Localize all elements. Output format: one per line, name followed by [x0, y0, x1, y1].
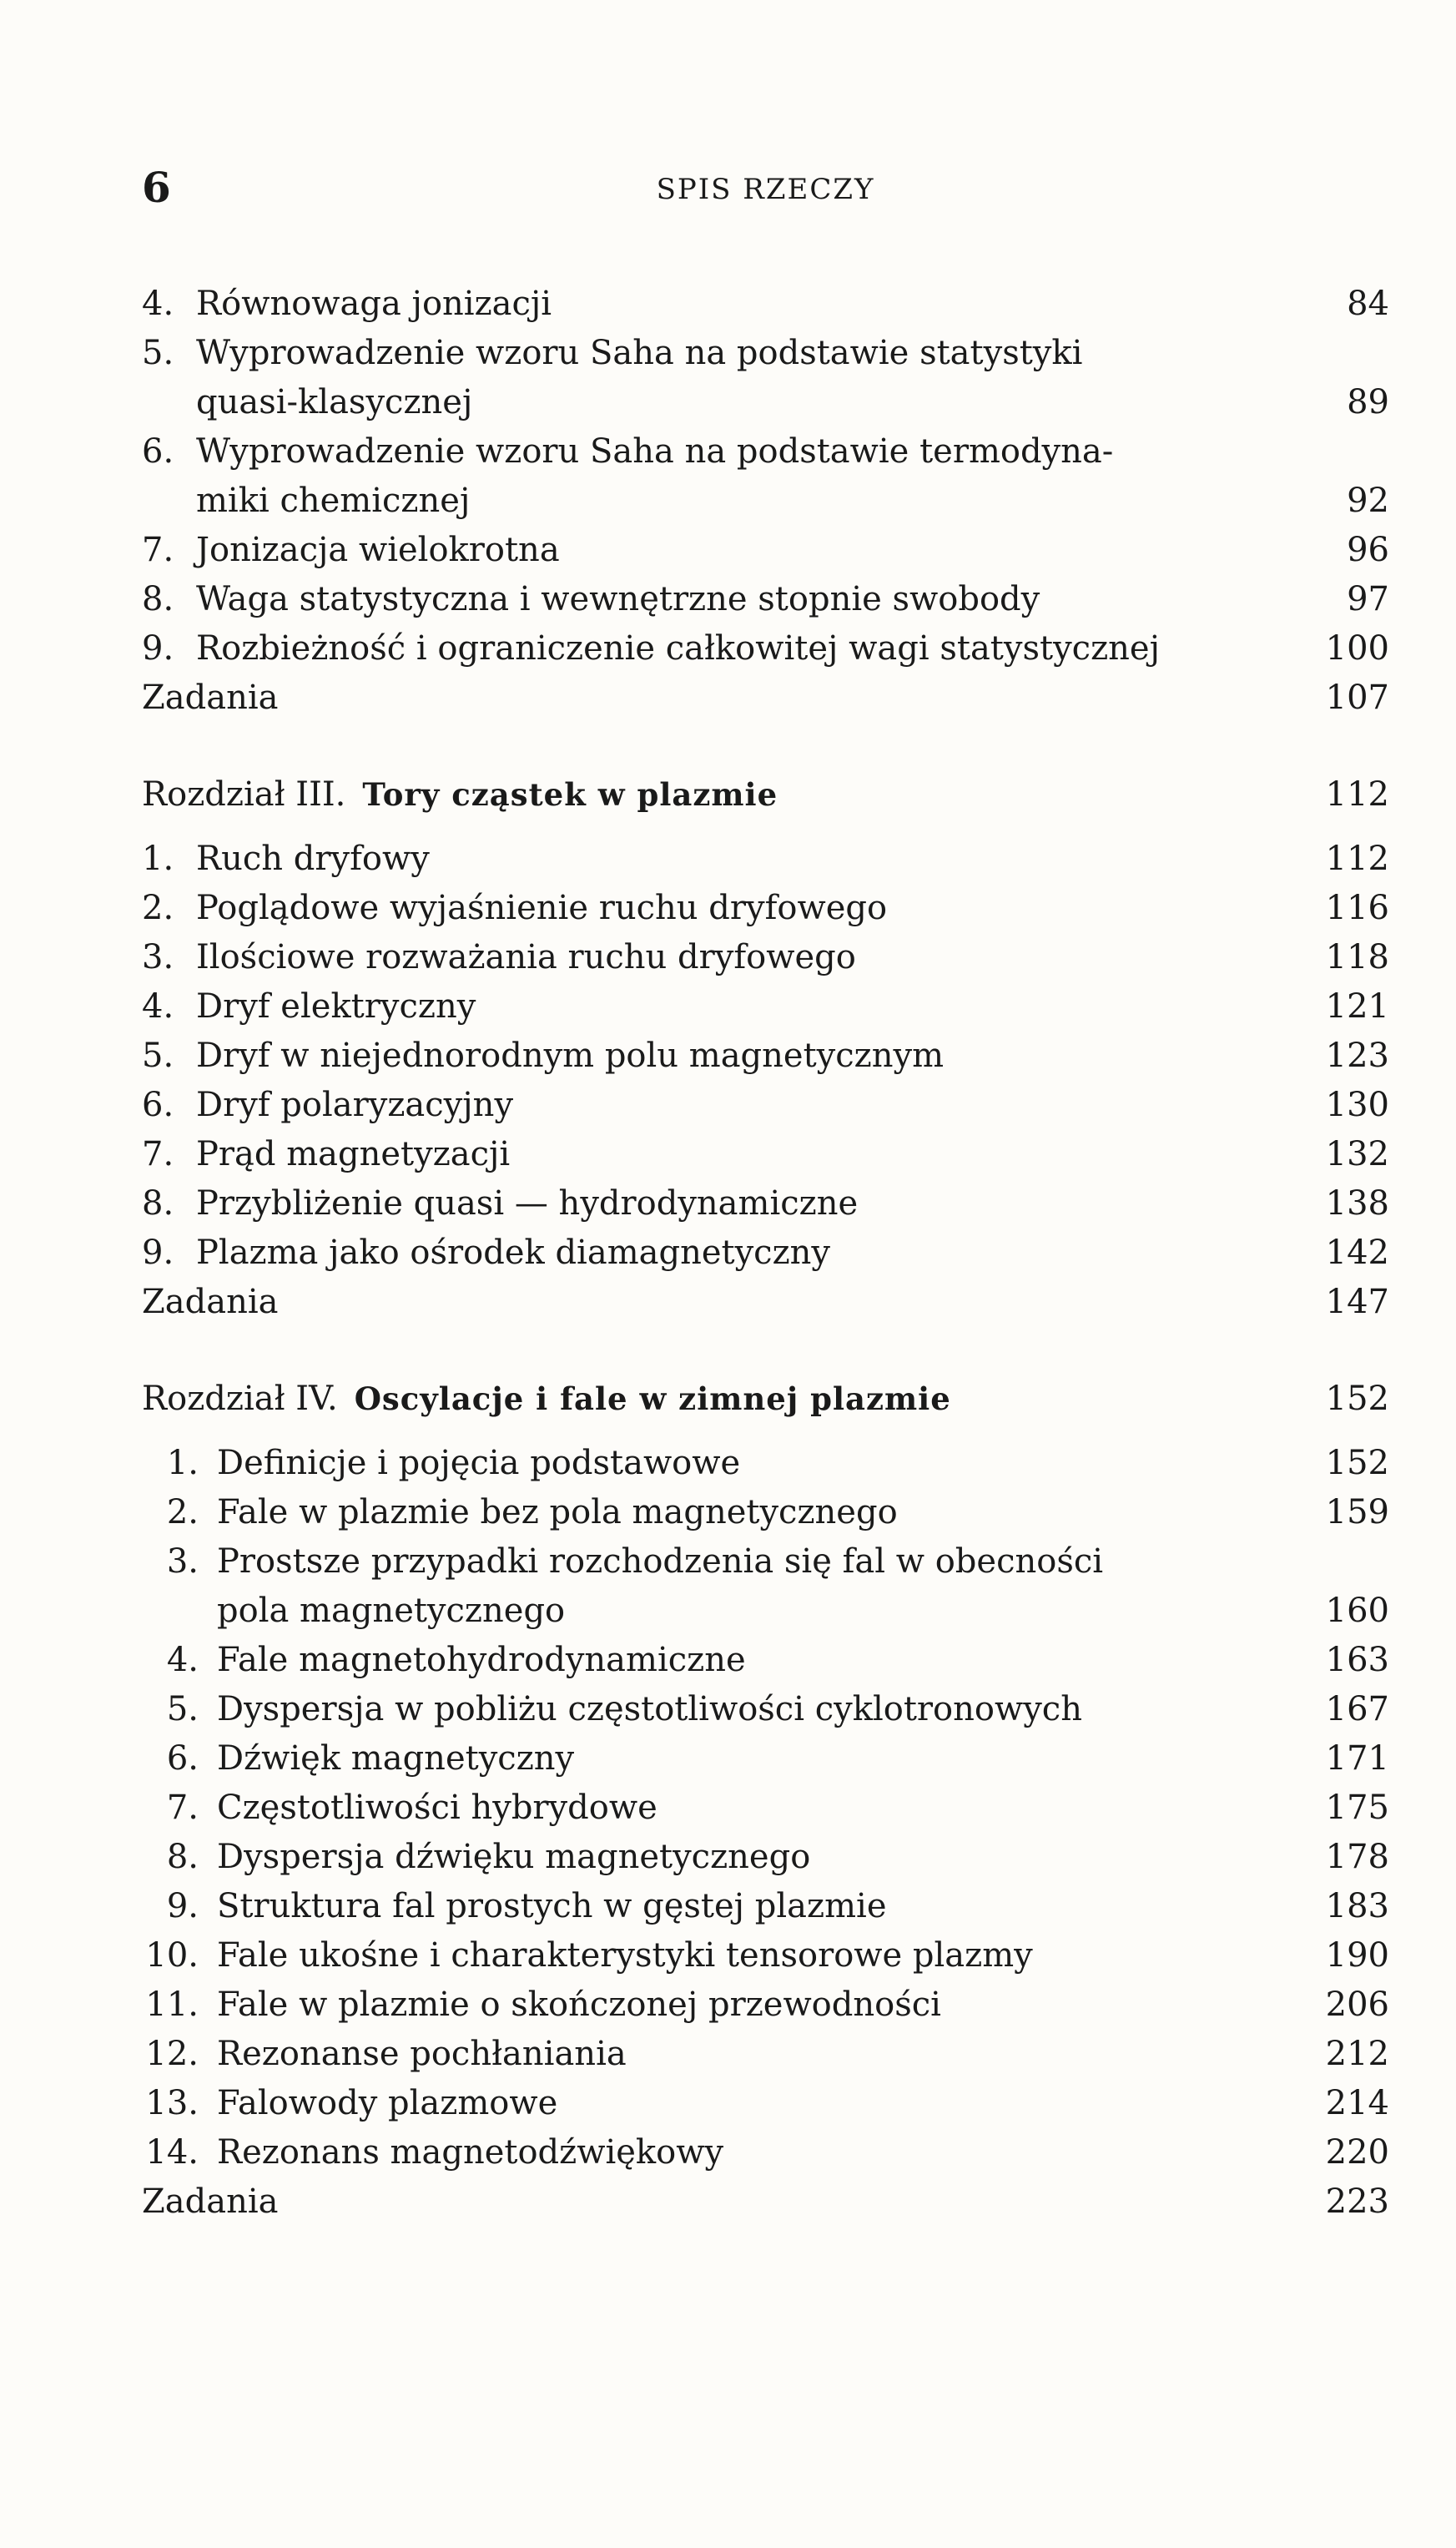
entry-page: 175 — [1325, 1789, 1389, 1827]
entry-number: 7. — [142, 1135, 174, 1173]
entry-page: 171 — [1325, 1739, 1389, 1778]
exercises-label: Zadania — [142, 679, 279, 717]
toc-entry — [142, 329, 1389, 378]
entry-page: 178 — [1325, 1838, 1389, 1876]
toc-entry — [142, 1931, 1389, 1980]
toc-exercises — [142, 2177, 1389, 2227]
exercises-page: 107 — [1325, 679, 1389, 717]
entry-title: Dyspersja w pobliżu częstotliwości cyklotronowych — [217, 1690, 1082, 1728]
entry-title: Falowody plazmowe — [217, 2084, 558, 2122]
entry-number: 4. — [142, 987, 174, 1026]
toc-entry-continuation — [142, 378, 1389, 427]
entry-title: Poglądowe wyjaśnienie ruchu dryfowego — [196, 889, 888, 927]
toc-entry — [142, 1882, 1389, 1931]
entry-page: 118 — [1325, 938, 1389, 976]
entry-title: Prostsze przypadki rozchodzenia się fal w obecności — [217, 1542, 1104, 1581]
entry-page: 116 — [1325, 889, 1389, 927]
toc-entry — [142, 2128, 1389, 2177]
toc-entry — [142, 982, 1389, 1032]
toc-entry — [142, 835, 1389, 884]
entry-title: Wyprowadzenie wzoru Saha na podstawie termodyna- — [196, 432, 1114, 471]
entry-number: 6. — [166, 1739, 199, 1778]
toc-exercises — [142, 1278, 1389, 1327]
entry-page: 92 — [1347, 482, 1389, 520]
entry-page: 138 — [1325, 1184, 1389, 1223]
entry-page: 160 — [1325, 1592, 1389, 1630]
toc-entry — [142, 624, 1389, 674]
entry-page: 163 — [1325, 1641, 1389, 1679]
entry-page: 123 — [1325, 1037, 1389, 1075]
exercises-label: Zadania — [142, 1283, 279, 1321]
toc-entry-continuation — [142, 1587, 1389, 1636]
entry-page: 190 — [1325, 1936, 1389, 1975]
toc-entry-continuation — [142, 477, 1389, 526]
entry-number: 3. — [142, 938, 174, 976]
entry-number: 6. — [142, 432, 174, 471]
toc-entry — [142, 1833, 1389, 1882]
entry-page: 121 — [1325, 987, 1389, 1026]
entry-title: Prąd magnetyzacji — [196, 1135, 511, 1173]
entry-title: Rezonanse pochłaniania — [217, 2035, 627, 2073]
entry-number: 1. — [166, 1444, 199, 1482]
entry-title: Jonizacja wielokrotna — [196, 531, 560, 569]
entry-title-line-2: miki chemicznej — [196, 482, 471, 520]
page-header — [142, 163, 1389, 221]
entry-title: Ruch dryfowy — [196, 840, 430, 878]
chapter-page: 112 — [1325, 775, 1389, 814]
entry-number: 7. — [142, 531, 174, 569]
entry-number: 3. — [166, 1542, 199, 1581]
entry-number: 4. — [166, 1641, 199, 1679]
entry-page: 142 — [1325, 1234, 1389, 1272]
toc-entry — [142, 1081, 1389, 1130]
entry-title: Rozbieżność i ograniczenie całkowitej wagi statystycznej — [196, 629, 1160, 668]
toc-entry — [142, 884, 1389, 933]
toc-entry — [142, 1488, 1389, 1537]
entry-number: 9. — [166, 1887, 199, 1925]
entry-title: Dryf polaryzacyjny — [196, 1086, 514, 1124]
chapter-label: Rozdział III. — [142, 775, 346, 814]
entry-number: 5. — [142, 334, 174, 372]
entry-title: Definicje i pojęcia podstawowe — [217, 1444, 741, 1482]
table-of-contents — [142, 280, 1389, 2227]
chapter-heading — [142, 770, 1389, 820]
entry-title: Fale w plazmie o skończonej przewodności — [217, 1985, 941, 2024]
entry-number: 14. — [145, 2133, 199, 2172]
entry-number: 9. — [142, 629, 174, 668]
chapter-title: Oscylacje i fale w zimnej plazmie — [354, 1380, 951, 1417]
entry-title: Rezonans magnetodźwiękowy — [217, 2133, 724, 2172]
entry-title: Przybliżenie quasi — hydrodynamiczne — [196, 1184, 859, 1223]
entry-number: 9. — [142, 1234, 174, 1272]
entry-page: 220 — [1325, 2133, 1389, 2172]
entry-number: 1. — [142, 840, 174, 878]
entry-page: 100 — [1325, 629, 1389, 668]
toc-entry — [142, 575, 1389, 624]
toc-entry — [142, 1537, 1389, 1587]
entry-page: 112 — [1325, 840, 1389, 878]
entry-page: 167 — [1325, 1690, 1389, 1728]
entry-title: Fale ukośne i charakterystyki tensorowe plazmy — [217, 1936, 1033, 1975]
entry-title: Fale w plazmie bez pola magnetycznego — [217, 1493, 898, 1531]
entry-title: Struktura fal prostych w gęstej plazmie — [217, 1887, 887, 1925]
entry-number: 11. — [145, 1985, 199, 2024]
toc-chapter-4 — [142, 1375, 1389, 2227]
entry-title-line-2: pola magnetycznego — [217, 1592, 566, 1630]
entry-page: 130 — [1325, 1086, 1389, 1124]
entry-number: 8. — [166, 1838, 199, 1876]
entry-number: 2. — [166, 1493, 199, 1531]
chapter-page: 152 — [1325, 1380, 1389, 1418]
toc-entry — [142, 1130, 1389, 1179]
entry-number: 13. — [145, 2084, 199, 2122]
toc-exercises — [142, 674, 1389, 723]
chapter-label: Rozdział IV. — [142, 1380, 338, 1418]
entry-title: Dźwięk magnetyczny — [217, 1739, 575, 1778]
toc-entry — [142, 1685, 1389, 1734]
entry-page: 96 — [1347, 531, 1389, 569]
toc-entry — [142, 1229, 1389, 1278]
chapter-title: Tory cząstek w plazmie — [362, 776, 778, 813]
toc-entry — [142, 1439, 1389, 1488]
entry-page: 132 — [1325, 1135, 1389, 1173]
toc-section-chapter-2 — [142, 280, 1389, 723]
entry-number: 8. — [142, 580, 174, 618]
chapter-heading — [142, 1375, 1389, 1424]
toc-entry — [142, 933, 1389, 982]
toc-entry — [142, 526, 1389, 575]
entry-page: 212 — [1325, 2035, 1389, 2073]
toc-entry — [142, 2030, 1389, 2079]
toc-entry — [142, 1784, 1389, 1833]
entry-title: Ilościowe rozważania ruchu dryfowego — [196, 938, 856, 976]
entry-number: 5. — [166, 1690, 199, 1728]
entry-title: Częstotliwości hybrydowe — [217, 1789, 657, 1827]
entry-title: Wyprowadzenie wzoru Saha na podstawie statystyki — [196, 334, 1083, 372]
entry-title: Plazma jako ośrodek diamagnetyczny — [196, 1234, 831, 1272]
toc-entry — [142, 280, 1389, 329]
entry-number: 7. — [166, 1789, 199, 1827]
entry-title: Dryf w niejednorodnym polu magnetycznym — [196, 1037, 945, 1075]
entry-page: 97 — [1347, 580, 1389, 618]
toc-entry — [142, 1032, 1389, 1081]
entry-number: 12. — [145, 2035, 199, 2073]
entry-page: 214 — [1325, 2084, 1389, 2122]
entry-number: 10. — [145, 1936, 199, 1975]
entry-title: Waga statystyczna i wewnętrzne stopnie swobody — [196, 580, 1040, 618]
entry-title: Dryf elektryczny — [196, 987, 476, 1026]
exercises-page: 147 — [1325, 1283, 1389, 1321]
toc-entry — [142, 1636, 1389, 1685]
entry-number: 4. — [142, 285, 174, 323]
entry-page: 89 — [1347, 383, 1389, 421]
toc-entry — [142, 2079, 1389, 2128]
exercises-page: 223 — [1325, 2182, 1389, 2221]
toc-entry — [142, 1980, 1389, 2030]
toc-chapter-3 — [142, 770, 1389, 1327]
toc-entry — [142, 1734, 1389, 1784]
entry-title: Dyspersja dźwięku magnetycznego — [217, 1838, 811, 1876]
page-number: 6 — [142, 163, 171, 212]
entry-page: 206 — [1325, 1985, 1389, 2024]
entry-title: Fale magnetohydrodynamiczne — [217, 1641, 746, 1679]
entry-page: 84 — [1347, 285, 1389, 323]
entry-title: Równowaga jonizacji — [196, 285, 552, 323]
running-title: SPIS RZECZY — [656, 173, 875, 206]
toc-entry — [142, 1179, 1389, 1229]
entry-title-line-2: quasi-klasycznej — [196, 383, 473, 421]
entry-page: 152 — [1325, 1444, 1389, 1482]
exercises-label: Zadania — [142, 2182, 279, 2221]
entry-number: 8. — [142, 1184, 174, 1223]
entry-number: 6. — [142, 1086, 174, 1124]
entry-number: 5. — [142, 1037, 174, 1075]
entry-page: 159 — [1325, 1493, 1389, 1531]
entry-page: 183 — [1325, 1887, 1389, 1925]
entry-number: 2. — [142, 889, 174, 927]
toc-entry — [142, 427, 1389, 477]
